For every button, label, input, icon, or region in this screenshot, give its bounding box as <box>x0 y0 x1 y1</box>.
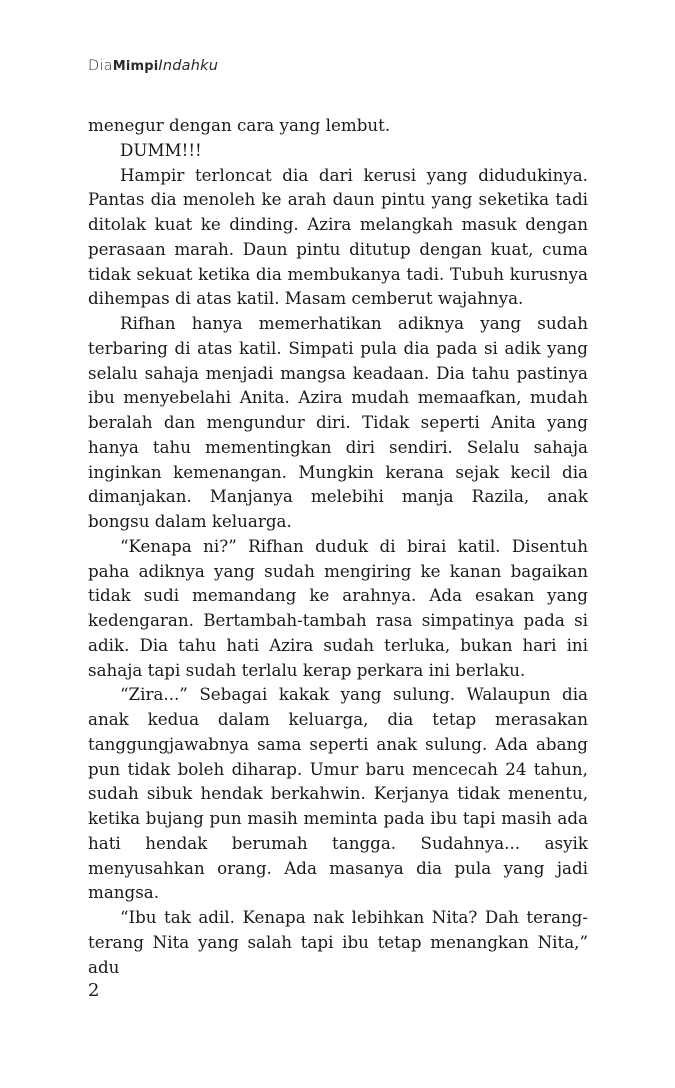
page-body <box>88 113 588 979</box>
header-title-part-indahku: Indahku <box>158 58 219 74</box>
paragraph-continued: menegur dengan cara yang lembut. <box>88 115 391 135</box>
paragraph: “Kenapa ni?” Rifhan duduk di birai katil. Disentuh paha adiknya yang sudah mengiring ke kanan bagaikan tidak sudi memandang ke arahnya. Ada esakan yang kedengaran. Bertambah-tambah rasa simpatinya pada si adik. Dia tahu hati Azira sudah terluka, bukan hari ini sahaja tapi sudah terlalu kerap perkara ini berlaku. <box>88 535 588 680</box>
paragraph: Rifhan hanya memerhatikan adiknya yang sudah terbaring di atas katil. Simpati pula dia pada si adik yang selalu sahaja menjadi mangsa keadaan. Dia tahu pastinya ibu menyebelahi Anita. Azira mudah memaafkan, mudah beralah dan mengundur diri. Tidak seperti Anita yang hanya tahu mementingkan diri sendiri. Selalu sahaja inginkan kemenangan. Mungkin kerana sejak kecil dia dimanjakan. Manjanya melebihi manja Razila, anak bongsu dalam keluarga. <box>88 313 588 531</box>
paragraph: “Zira...” Sebagai kakak yang sulung. Walaupun dia anak kedua dalam keluarga, dia tetap merasakan tanggungjawabnya sama seperti anak sulung. Ada abang pun tidak boleh diharap. Umur baru mencecah 24 tahun, sudah sibuk hendak berkahwin. Kerjanya tidak menentu, ketika bujang pun masih meminta pada ibu tapi masih ada hati hendak berumah tangga. Sudahnya... asyik menyusahkan orang. Ada masanya dia pula yang jadi mangsa. <box>88 684 588 903</box>
page-number: 2 <box>88 980 100 1001</box>
header-title-part-mimpi: Mimpi <box>112 59 159 74</box>
running-header <box>88 58 218 74</box>
header-title-part-dia: Dia <box>88 58 113 74</box>
paragraph: DUMM!!! <box>120 139 202 160</box>
paragraph: Hampir terloncat dia dari kerusi yang didudukinya. Pantas dia menoleh ke arah daun pintu yang seketika tadi ditolak kuat ke dinding. Azira melangkah masuk dengan perasaan marah. Daun pintu ditutup dengan kuat, cuma tidak sekuat ketika dia membukanya tadi. Tubuh kurusnya dihempas di atas katil. Masam cemberut wajahnya. <box>88 164 588 309</box>
paragraph: “Ibu tak adil. Kenapa nak lebihkan Nita? Dah terang-terang Nita yang salah tapi ibu tetap menangkan Nita,” adu <box>88 907 588 977</box>
